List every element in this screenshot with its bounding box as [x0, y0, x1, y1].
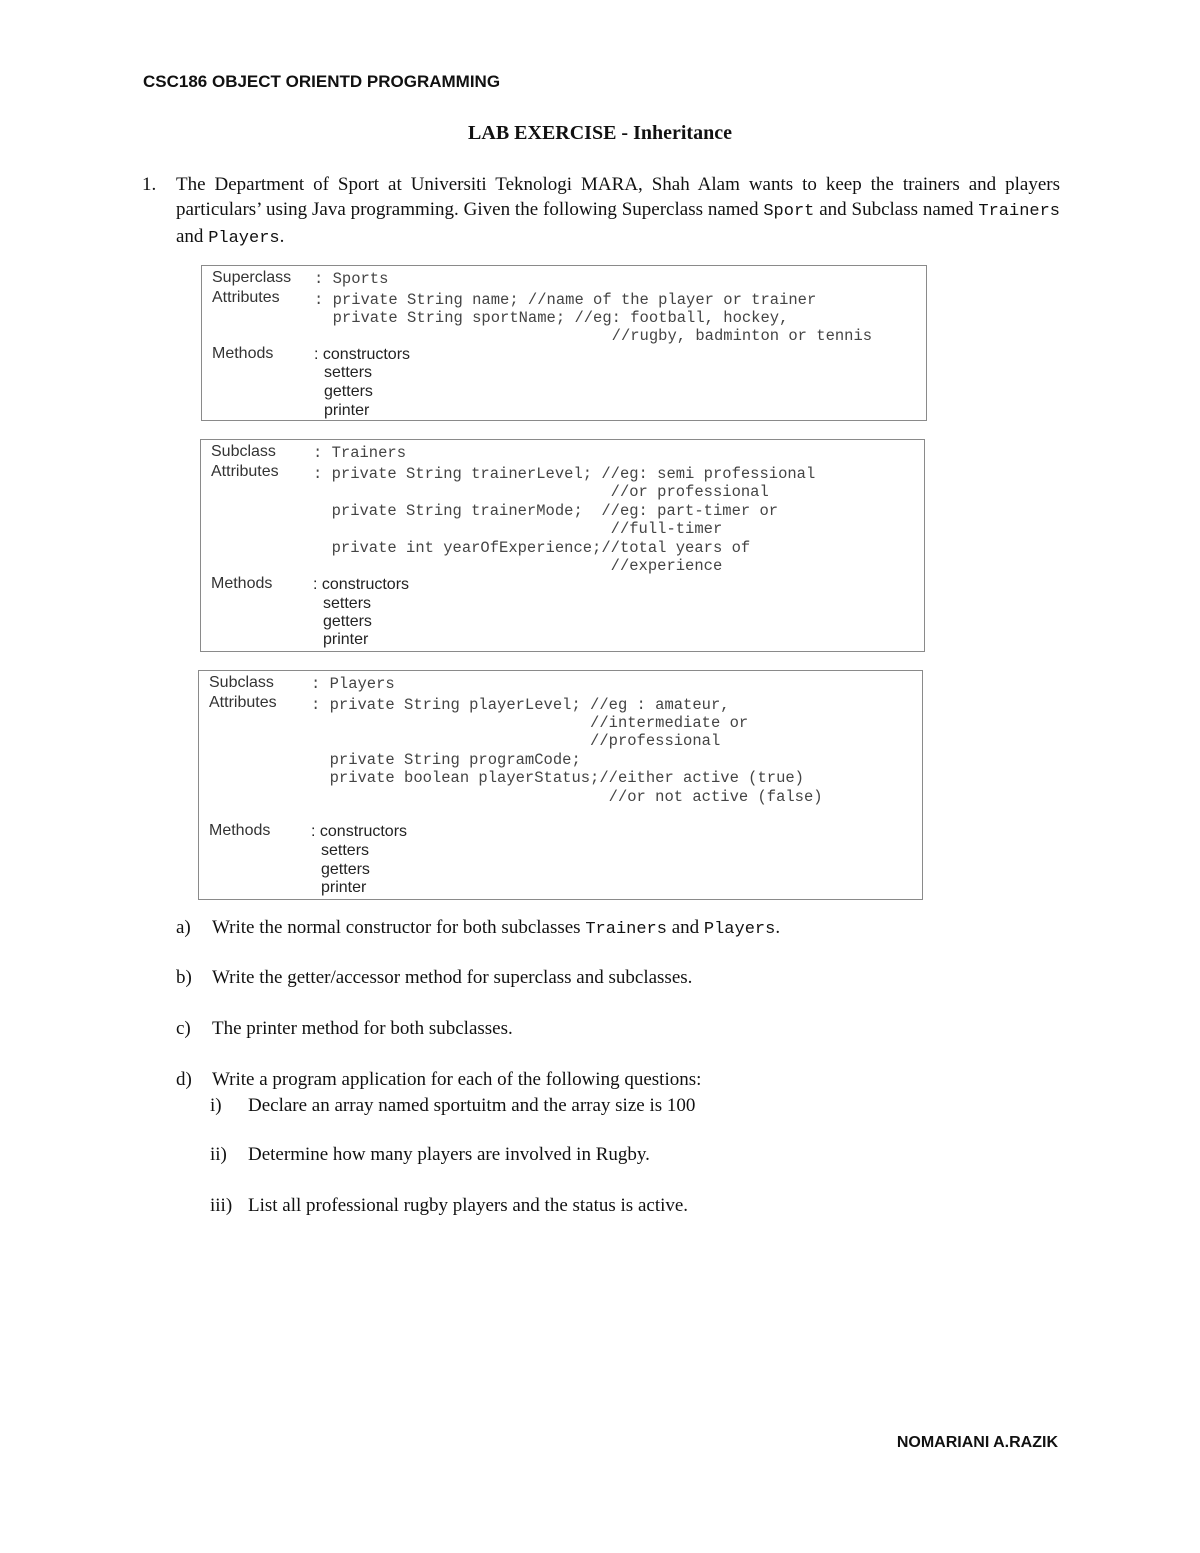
attribute-line: private boolean playerStatus;//either active (true)	[311, 769, 804, 787]
question-1	[142, 172, 1060, 251]
kind-label: Subclass	[209, 674, 274, 691]
subtask-text: Determine how many players are involved in Rugby.	[248, 1144, 650, 1165]
subclass-players-box	[198, 670, 923, 900]
task-marker: c)	[176, 1018, 191, 1039]
attribute-line: private String sportName; //eg: football, hockey,	[314, 309, 789, 327]
attribute-line: private String trainerMode; //eg: part-timer or	[313, 502, 779, 520]
superclass-sports-box	[201, 265, 927, 421]
method-item: : constructors	[311, 823, 408, 840]
task-text-part: and	[666, 917, 704, 938]
method-item: setters	[321, 842, 370, 859]
attribute-line: //intermediate or	[311, 714, 749, 732]
class-name: : Sports	[314, 270, 389, 288]
question-text-part: and	[176, 226, 209, 247]
lab-title: LAB EXERCISE - Inheritance	[468, 122, 732, 144]
method-item: getters	[324, 383, 373, 400]
subtask-text: List all professional rugby players and the status is active.	[248, 1195, 689, 1216]
attribute-line: //or professional	[313, 483, 769, 501]
methods-label: Methods	[209, 822, 271, 839]
method-item: printer	[323, 631, 369, 648]
task-text: Write the getter/accessor method for superclass and subclasses.	[212, 967, 693, 988]
attribute-line: private int yearOfExperience;//total years of	[313, 539, 751, 557]
attribute-line: //or not active (false)	[311, 788, 823, 806]
kind-label: Subclass	[211, 443, 276, 460]
task-marker: d)	[176, 1069, 192, 1090]
kind-label: Superclass	[212, 269, 292, 286]
method-item: printer	[321, 879, 367, 896]
attribute-line: : private String name; //name of the player or trainer	[314, 291, 817, 309]
class-name-sport: Sport	[763, 202, 815, 221]
method-item: : constructors	[314, 346, 411, 363]
question-text-part: .	[279, 226, 285, 247]
task-text: Write a program application for each of the following questions:	[212, 1069, 702, 1090]
attribute-line: : private String trainerLevel; //eg: semi professional	[313, 465, 816, 483]
attributes-label: Attributes	[212, 289, 280, 306]
attribute-line: //professional	[311, 732, 721, 750]
method-item: setters	[323, 595, 372, 612]
method-item: getters	[321, 861, 370, 878]
question-text	[176, 172, 1060, 251]
author-footer: NOMARIANI A.RAZIK	[896, 1434, 1058, 1451]
method-item: : constructors	[313, 576, 410, 593]
attribute-line: private String programCode;	[311, 751, 581, 769]
class-name-players: Players	[703, 920, 776, 939]
subtask-marker: i)	[210, 1095, 222, 1116]
method-item: setters	[324, 364, 373, 381]
attribute-line: : private String playerLevel; //eg : amateur,	[311, 696, 730, 714]
question-text-part: and Subclass named	[814, 199, 979, 220]
method-item: printer	[324, 402, 370, 419]
attributes-label: Attributes	[211, 463, 279, 480]
class-name-trainers: Trainers	[585, 920, 667, 939]
methods-label: Methods	[211, 575, 273, 592]
attribute-line: //full-timer	[313, 520, 723, 538]
task-text: The printer method for both subclasses.	[212, 1018, 513, 1039]
class-name-trainers: Trainers	[978, 202, 1061, 221]
question-text-part: The Department of Sport at Universiti Teknologi MARA, Shah Alam wants to keep the trainers and players particulars’ using Java programming. Given the following Superclass named	[176, 174, 1060, 220]
subtask-text: Declare an array named sportuitm and the array size is 100	[248, 1095, 696, 1116]
task-marker: b)	[176, 967, 192, 988]
question-number: 1.	[142, 174, 157, 195]
task-text	[212, 917, 780, 939]
method-item: getters	[323, 613, 372, 630]
class-name: : Players	[311, 675, 395, 693]
methods-label: Methods	[212, 345, 274, 362]
attribute-line: //experience	[313, 557, 723, 575]
task-marker: a)	[176, 917, 191, 938]
course-header: CSC186 OBJECT ORIENTD PROGRAMMING	[143, 72, 501, 91]
subclass-trainers-box	[200, 439, 925, 652]
attributes-label: Attributes	[209, 694, 277, 711]
task-text-part: .	[775, 917, 781, 938]
subtask-marker: iii)	[210, 1195, 233, 1216]
attribute-line: //rugby, badminton or tennis	[314, 327, 873, 345]
class-name: : Trainers	[313, 444, 407, 462]
task-text-part: Write the normal constructor for both subclasses	[212, 917, 586, 938]
subtask-marker: ii)	[210, 1144, 227, 1165]
class-name-players: Players	[208, 229, 280, 248]
